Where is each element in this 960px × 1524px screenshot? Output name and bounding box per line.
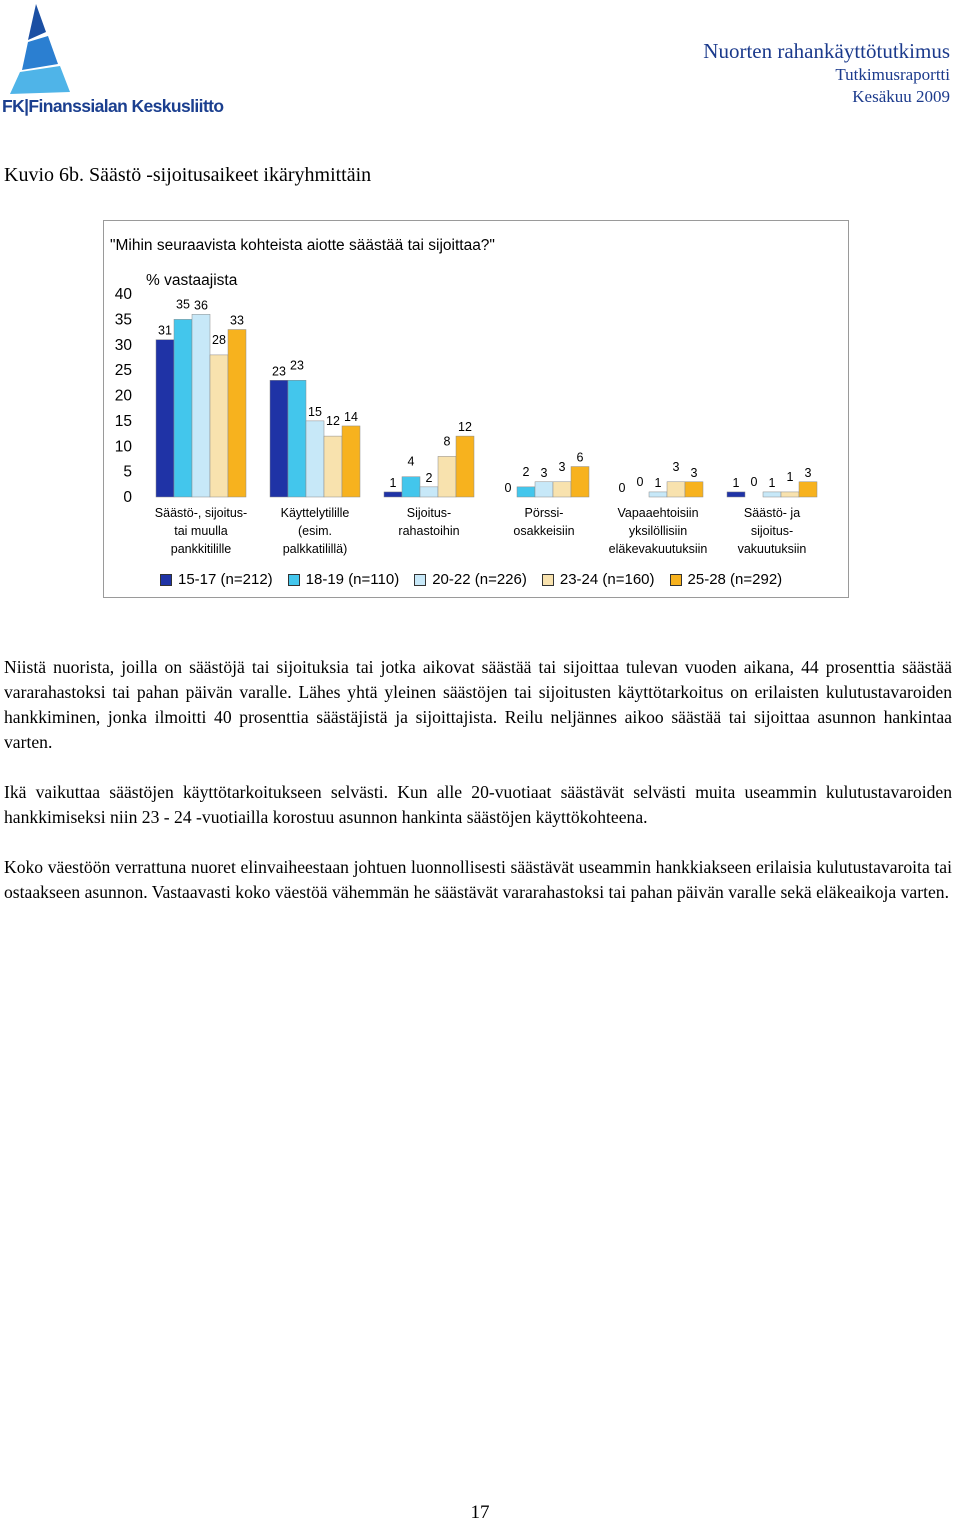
category-label: yksilöllisiin [628,524,688,538]
data-label: 2 [425,470,433,485]
y-tick-label: 15 [114,412,132,430]
legend-swatch [160,574,172,586]
bar [384,492,402,497]
page-number: 17 [470,1502,490,1523]
legend-label: 20-22 (n=226) [432,571,527,588]
bar [228,330,246,497]
chart-canvas [104,221,848,597]
category-label: Vapaaehtoisiin [617,506,699,520]
y-tick-label: 25 [114,362,132,380]
data-label: 0 [750,475,758,489]
report-date: Kesäkuu 2009 [852,87,950,106]
fk-logo [2,2,224,120]
legend-label: 18-19 (n=110) [305,571,400,588]
category-label: Pörssi- [524,506,564,520]
report-header [703,38,950,108]
data-label: 35 [176,297,190,312]
fk-logo-sail-icon [2,2,182,98]
data-label: 3 [690,465,698,480]
data-label: 8 [443,434,451,449]
bar [553,482,571,497]
data-label: 1 [786,469,794,484]
y-tick-label: 35 [114,311,132,329]
category-label: pankkitilille [170,542,232,556]
category-label: Säästö-, sijoitus- [154,506,248,520]
y-tick-label: 20 [114,387,132,405]
y-axis-label: % vastaajista [146,272,238,289]
paragraph-2: Ikä vaikuttaa säästöjen käyttötarkoitukseen selvästi. Kun alle 20-vuotiaat säästävät selvästi muita useammin kulutustavaroiden hankkimiseksi niin 23 - 24 -vuotiailla korostuu asunnon hankinta säästöjen käyttökohteena. [4,782,952,827]
data-label: 15 [308,404,322,419]
bar [210,355,228,497]
data-label: 28 [212,332,226,347]
bar [174,319,192,497]
bar [306,421,324,497]
legend-label: 25-28 (n=292) [687,571,783,588]
bar-chart [103,220,849,598]
category-label: sijoitus- [750,524,794,538]
data-label: 36 [194,298,208,313]
bar [402,477,420,497]
legend-swatch [414,574,426,586]
paragraph-1: Niistä nuorista, joilla on säästöjä tai sijoituksia tai jotka aikovat säästää tai sijoittaa tulevan vuoden aikana, 44 prosenttia säästää vararahastoksi tai pahan päivän varalle. Lähes yhtä yleinen säästöjen tai sijoitusten käyttötarkoitus on erilaisten kulutustavaroiden hankkiminen, jonka ilmoitti 40 prosenttia säästäjistä ja sijoittajista. Reilu neljännes aikoo säästää tai sijoittaa asunnon hankintaa varten. [4,657,952,752]
chart-legend [160,571,797,588]
category-label: vakuutuksiin [737,542,807,556]
bar [781,492,799,497]
bar [517,487,535,497]
data-label: 33 [230,313,244,328]
data-label: 1 [389,475,397,490]
legend-swatch [542,574,554,586]
report-subtitle: Tutkimusraportti [835,65,950,84]
legend-item [160,571,273,588]
bar [288,380,306,497]
bar [456,436,474,497]
data-label: 12 [326,414,340,429]
legend-swatch [670,574,682,586]
category-label: Sijoitus- [406,506,452,520]
bar [156,340,174,497]
legend-item [670,571,783,588]
category-label: tai muulla [174,524,228,538]
category-label: Säästö- ja [743,506,801,520]
y-tick-label: 40 [114,286,132,303]
data-label: 23 [290,358,304,373]
data-label: 3 [540,465,548,480]
bar [438,456,456,497]
bar [420,487,438,497]
bar [535,482,553,497]
data-label: 4 [407,454,415,469]
legend-swatch [288,574,300,586]
category-label: rahastoihin [398,524,460,538]
data-label: 12 [458,420,472,435]
bar [685,482,703,497]
data-label: 31 [158,323,172,338]
figure-caption: Kuvio 6b. Säästö -sijoitusaikeet ikäryhmittäin [4,164,372,186]
category-label: osakkeisiin [513,524,575,538]
body-text [4,655,952,930]
data-label: 0 [504,481,512,495]
data-label: 23 [272,364,286,379]
category-label: Käyttelytilille [280,506,350,520]
bar [571,467,589,497]
legend-item [542,571,655,588]
bar [192,314,210,497]
report-title: Nuorten rahankäyttötutkimus [703,39,950,63]
data-label: 1 [768,475,776,490]
bar [763,492,781,497]
legend-item [288,571,400,588]
legend-label: 23-24 (n=160) [559,571,655,588]
category-label: (esim. [297,524,333,538]
legend-item [414,571,527,588]
bar [799,482,817,497]
category-label: palkkatilillä) [282,542,348,556]
y-tick-label: 5 [123,463,132,481]
bar [342,426,360,497]
bar [667,482,685,497]
y-tick-label: 10 [114,438,132,456]
bar [649,492,667,497]
data-label: 3 [804,465,812,480]
data-label: 6 [576,450,584,465]
data-label: 0 [618,481,626,495]
data-label: 1 [732,475,740,490]
paragraph-3: Koko väestöön verrattuna nuoret elinvaiheestaan johtuen luonnollisesti säästävät useammin hankkiakseen erilaisia kulutustavaroita tai ostaakseen asunnon. Vastaavasti koko väestöä vähemmän he säästävät vararahastoksi tai pahan päivän varalle sekä eläkeaikoja varten. [4,857,952,902]
data-label: 3 [558,459,566,474]
y-tick-label: 0 [123,489,132,506]
bar [727,492,745,497]
bar [270,380,288,497]
data-label: 14 [344,409,358,424]
data-label: 0 [636,475,644,489]
chart-title: "Mihin seuraavista kohteista aiotte säästää tai sijoittaa?" [110,237,495,254]
bar [324,436,342,497]
data-label: 3 [672,459,680,474]
legend-label: 15-17 (n=212) [178,571,273,588]
category-label: eläkevakuutuksiin [608,542,708,556]
y-tick-label: 30 [114,336,132,354]
logo-wordmark: FK|Finanssialan Keskusliitto [2,96,224,116]
data-label: 1 [654,475,662,490]
data-label: 2 [522,464,530,479]
